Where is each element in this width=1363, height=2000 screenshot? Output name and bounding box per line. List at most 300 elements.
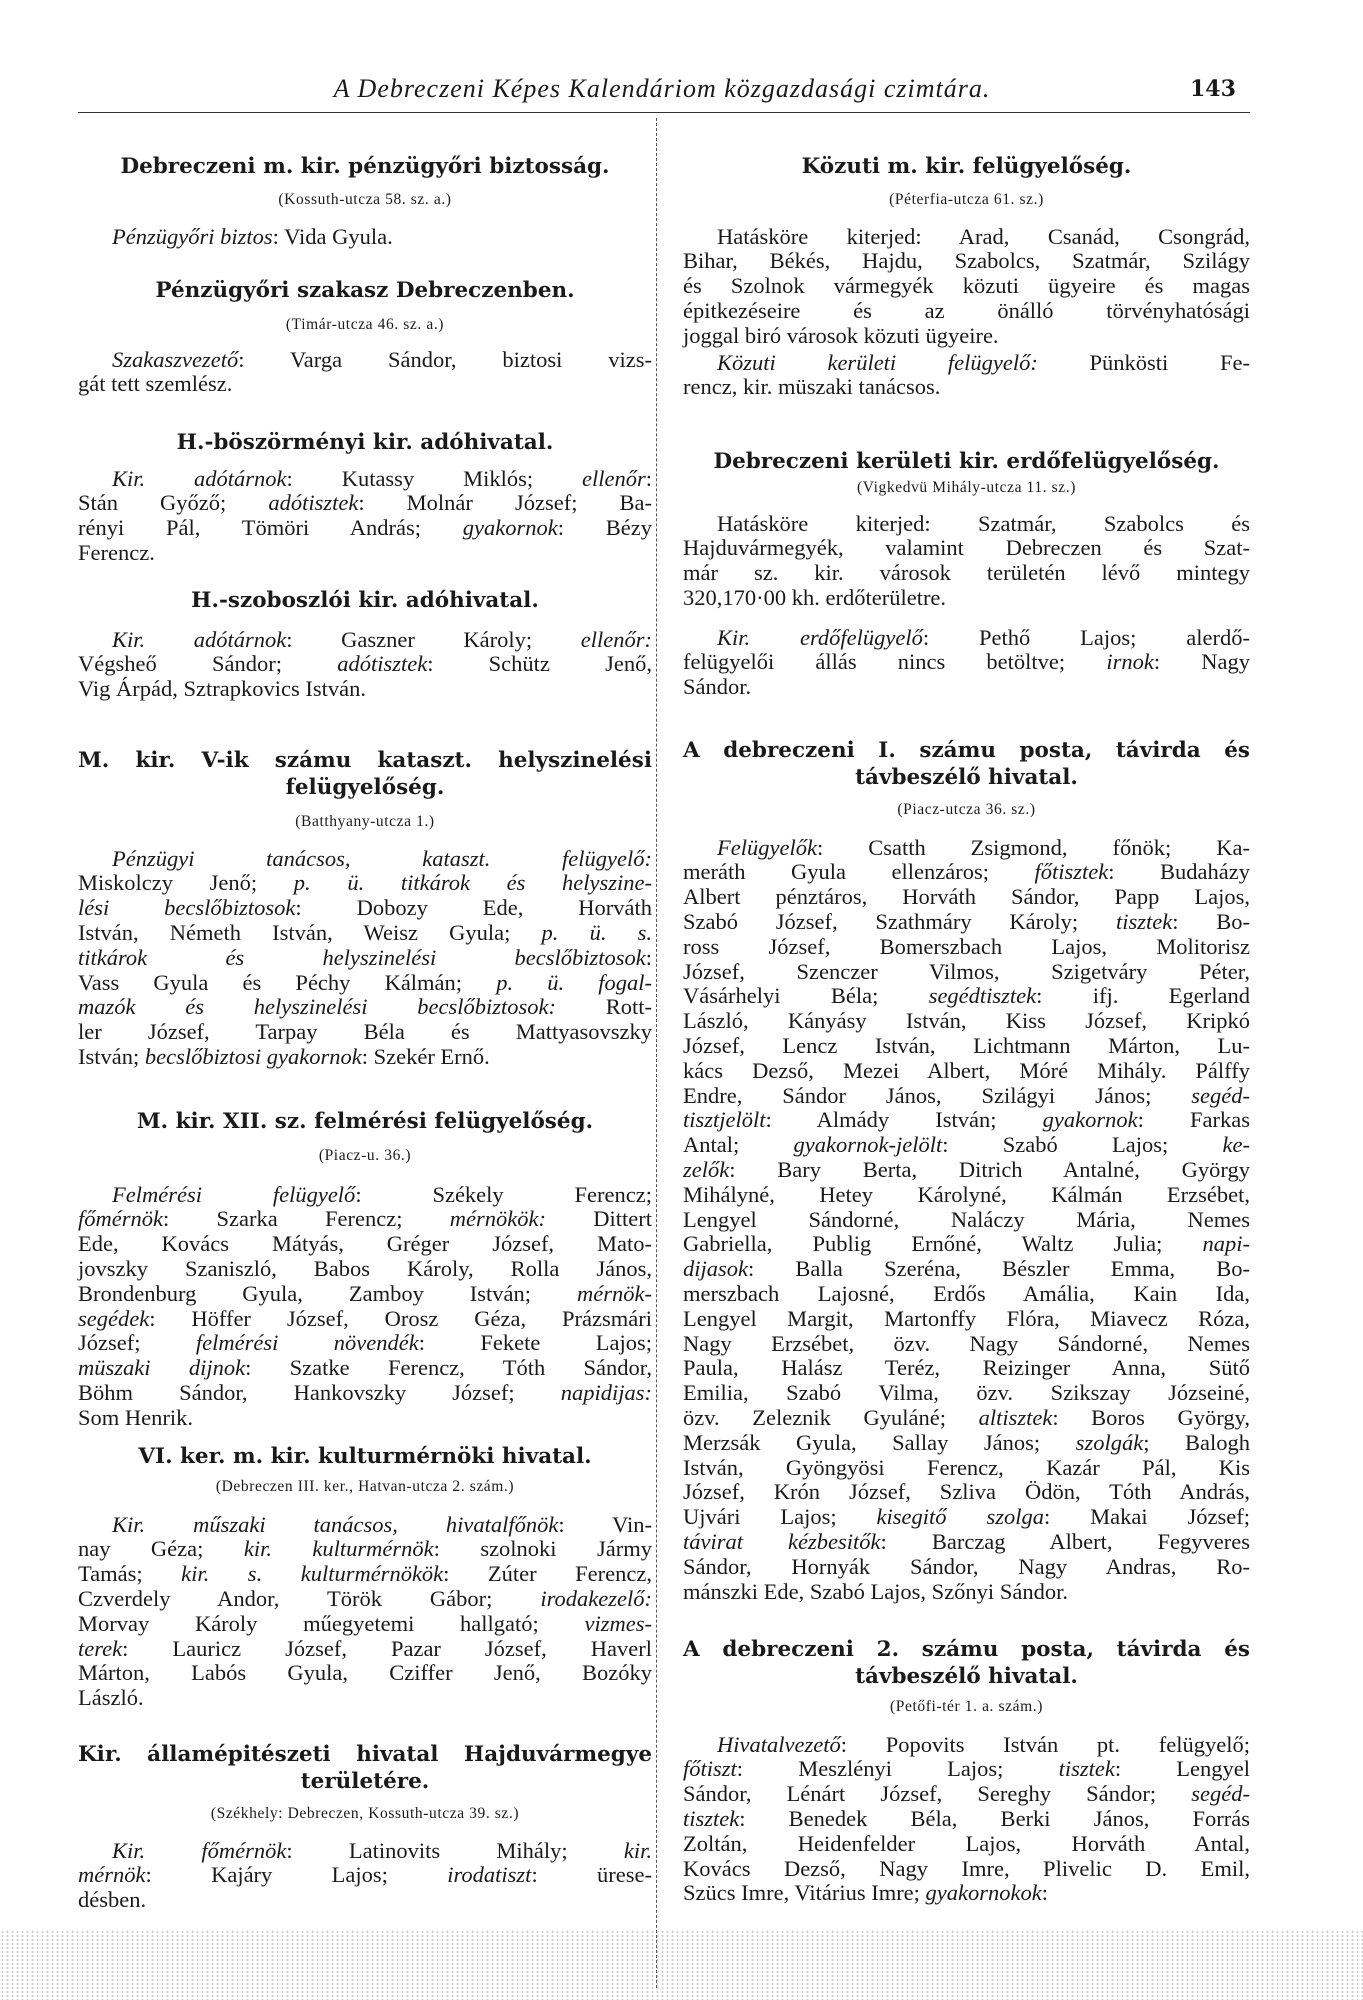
italic-term: Szakaszvezető [112, 346, 239, 372]
section-address: (Székhely: Debreczen, Kossuth-utcza 39. sz.) [210, 1805, 520, 1822]
text-run: : Lauricz József, Pazar József, Haverl [122, 1635, 652, 1661]
running-title: A Debreczeni Képes Kalendáriom közgazdasági czimtára. [333, 74, 991, 103]
section-heading [78, 587, 652, 614]
text-run: Ujvári Lajos; [683, 1504, 877, 1530]
text-line [683, 1084, 1250, 1109]
text-run: Mihályné, Hetey Károlyné, Kálmán Erzsébet, [683, 1181, 1250, 1207]
text-line [78, 1637, 652, 1662]
text-line [78, 491, 652, 516]
italic-term: szolgák [1075, 1429, 1144, 1455]
text-line [78, 1888, 652, 1913]
text-run: meráth Gyula ellenzáros; [683, 859, 1035, 885]
text-run: : Csatth Zsigmond, főnök; Ka- [816, 834, 1250, 860]
italic-term: gyakornokok [925, 1880, 1042, 1906]
text-run: jovszky Szaniszló, Babos Károly, Rolla János, [78, 1255, 652, 1281]
text-line [78, 847, 652, 872]
section-address: (Petőfi-tér 1. a. szám.) [890, 1698, 1043, 1715]
scan-noise [0, 1930, 1363, 2000]
text-run: : [645, 944, 652, 970]
text-line [78, 348, 652, 373]
section-address: (Péterfia-utcza 61. sz.) [889, 191, 1044, 208]
text-run: ler József, Tarpay Béla és Mattyasovszky [78, 1019, 652, 1045]
text-run: : ifj. Egerland [1036, 983, 1250, 1009]
text-run: : Kajáry Lajos; [145, 1862, 448, 1888]
text-line [683, 1530, 1250, 1555]
section-address: (Piacz-utcza 36. sz.) [897, 801, 1036, 818]
text-line [78, 541, 652, 566]
italic-term: mérnökök: [449, 1206, 546, 1232]
text-run: Ede, Kovács Mátyás, Gréger József, Mato- [78, 1231, 652, 1257]
section-address: (Debreczen III. ker., Hatvan-utcza 2. szám.) [215, 1478, 515, 1495]
text-line [78, 1307, 652, 1332]
text-run: épitkezéseire és az önálló törvényhatósági [683, 297, 1250, 323]
italic-term: irodakezelő: [540, 1585, 652, 1611]
heading-line: M. kir. V-ik számu kataszt. helyszinelési [78, 747, 652, 773]
column-divider [656, 118, 657, 1988]
text-line [683, 650, 1250, 675]
text-line [78, 1381, 652, 1406]
section-paragraph [78, 348, 652, 398]
italic-term: kir. kulturmérnök [243, 1536, 434, 1562]
text-line [683, 984, 1250, 1009]
italic-term: mérnök [78, 1862, 146, 1888]
text-line [78, 1282, 652, 1307]
text-run: : Zúter Ferencz, [443, 1561, 652, 1587]
text-run: Nagy Erzsébet, özv. Nagy Sándorné, Nemes [683, 1330, 1250, 1356]
text-run: Szücs Imre, Vitárius Imre; [683, 1880, 926, 1906]
text-run: merszbach Lajosné, Erdős Amália, Kain Ida, [683, 1280, 1250, 1306]
text-run: Kovács Dezső, Nagy Imre, Plivelic D. Emil, [683, 1855, 1250, 1881]
text-run: ; Balogh [1143, 1429, 1250, 1455]
text-line [78, 971, 652, 996]
text-line [78, 995, 652, 1020]
text-run: : Vida Gyula. [272, 223, 393, 249]
text-line [683, 1009, 1250, 1034]
italic-term: irnok [1106, 649, 1154, 675]
text-run: 320,170·00 kh. erdőterületre. [683, 584, 947, 610]
italic-term: adótisztek [337, 651, 428, 677]
text-run: : Höffer József, Orosz Géza, Prázsmári [149, 1305, 652, 1331]
text-run: : Lengyel [1114, 1756, 1250, 1782]
section-paragraph [683, 1733, 1250, 1907]
section-heading [78, 1741, 652, 1795]
text-run: Pünkösti Fe- [1037, 349, 1250, 375]
text-line [683, 1555, 1250, 1580]
italic-term: lési becslőbiztosok [78, 895, 296, 921]
text-run: nay Géza; [78, 1536, 244, 1562]
text-run: Sándor, Lénárt József, Sereghy Sándor; [683, 1781, 1192, 1807]
text-run: Ferencz. [78, 539, 155, 565]
italic-term: mazók és helyszinelési becslőbiztosok: [78, 994, 556, 1020]
text-run: József, Lencz István, Lichtmann Márton, Lu- [683, 1032, 1250, 1058]
text-run: József; [78, 1330, 196, 1356]
text-run: : Bo- [1172, 908, 1250, 934]
text-line [683, 626, 1250, 651]
text-run: László, Kányásy István, Kiss József, Kripkó [683, 1008, 1250, 1034]
text-run: Márton, Labós Gyula, Cziffer Jenő, Bozóky [78, 1660, 652, 1686]
italic-term: Kir. műszaki tanácsos, hivatalfőnök [112, 1511, 559, 1537]
text-run: Merzsák Gyula, Sallay János; [683, 1429, 1076, 1455]
section-paragraph [78, 628, 652, 702]
text-line [683, 1282, 1250, 1307]
text-line [683, 910, 1250, 935]
text-run: : Barczag Albert, Fegyveres [880, 1528, 1250, 1554]
text-run: : Latinovits Mihály; [286, 1837, 624, 1863]
heading-line: Közuti m. kir. felügyelőség. [801, 153, 1132, 179]
italic-term: ellenőr: [580, 626, 652, 652]
text-line [78, 1356, 652, 1381]
italic-term: vizmes- [584, 1610, 652, 1636]
text-run: özv. Zeleznik Gyuláné; [683, 1404, 979, 1430]
italic-term: gyakornok [462, 515, 558, 541]
text-line [683, 512, 1250, 537]
section-paragraph [78, 1839, 652, 1913]
section-paragraph [78, 1513, 652, 1711]
section-paragraph [78, 1183, 652, 1431]
heading-line: A debreczeni 2. számu posta, távirda és [683, 1636, 1250, 1662]
italic-term: titkárok és helyszinelési becslőbiztosok [78, 944, 646, 970]
italic-term: terek [78, 1635, 123, 1661]
text-line [78, 1587, 652, 1612]
section-heading [683, 153, 1250, 180]
text-line [683, 375, 1250, 400]
text-run: : Székely Ferencz; [355, 1181, 652, 1207]
italic-term: távirat kézbesitők [683, 1528, 881, 1554]
text-line [78, 896, 652, 921]
text-run: Som Henrik. [78, 1404, 193, 1430]
text-run: Szabó József, Szathmáry Károly; [683, 908, 1116, 934]
text-line [683, 1480, 1250, 1505]
section-paragraph [78, 467, 652, 566]
text-line [683, 324, 1250, 349]
text-run: József, Szenczer Vilmos, Szigetváry Péter, [683, 958, 1250, 984]
text-line [683, 1807, 1250, 1832]
italic-term: segéd- [1191, 1781, 1250, 1807]
text-line [683, 1232, 1250, 1257]
text-line [683, 1857, 1250, 1882]
section-paragraph [683, 626, 1250, 700]
text-line [78, 1232, 652, 1257]
section-heading [683, 1636, 1250, 1690]
italic-term: tisztjelölt [683, 1107, 766, 1133]
text-line [78, 871, 652, 896]
text-run: Sándor. [683, 674, 752, 700]
heading-line: távbeszélő hivatal. [855, 1663, 1078, 1689]
italic-term: főmérnök [78, 1206, 163, 1232]
header-rule [78, 112, 1250, 113]
text-line [78, 1183, 652, 1208]
section-heading [78, 277, 652, 304]
section-heading [683, 737, 1250, 791]
text-line [683, 885, 1250, 910]
text-run: : Boros György, [1052, 1404, 1250, 1430]
text-line [683, 1059, 1250, 1084]
italic-term: gyakornok-jelölt [793, 1132, 943, 1158]
text-run: Böhm Sándor, Hankovszky József; [78, 1379, 561, 1405]
text-line [78, 946, 652, 971]
text-line [683, 1208, 1250, 1233]
text-line [78, 1661, 652, 1686]
text-run: Vig Árpád, Sztrapkovics István. [78, 676, 366, 702]
page-number: 143 [1190, 76, 1236, 102]
text-line [683, 836, 1250, 861]
italic-term: tisztek [1058, 1756, 1115, 1782]
italic-term: müszaki dijnok [78, 1355, 246, 1381]
text-line [78, 677, 652, 702]
heading-line: Debreczeni m. kir. pénzügyőri biztosság. [120, 153, 610, 179]
text-run: Vass Gyula és Péchy Kálmán; [78, 969, 497, 995]
text-line [683, 860, 1250, 885]
text-line [683, 1881, 1250, 1906]
text-line [78, 628, 652, 653]
heading-line: VI. ker. m. kir. kulturmérnöki hivatal. [138, 1443, 592, 1469]
text-line [78, 1839, 652, 1864]
italic-term: altisztek [978, 1404, 1053, 1430]
text-run: mánszki Ede, Szabó Lajos, Szőnyi Sándor. [683, 1578, 1068, 1604]
italic-term: Kir. erdőfelügyelő [717, 624, 923, 650]
text-run: Morvay Károly műegyetemi hallgató; [78, 1610, 585, 1636]
text-run: István, Németh István, Weisz Gyula; [78, 919, 542, 945]
section-heading [78, 429, 652, 456]
section-heading [78, 747, 652, 801]
text-line [683, 1133, 1250, 1158]
text-line [683, 1257, 1250, 1282]
italic-term: adótisztek [268, 490, 359, 516]
text-run: Antal; [683, 1132, 794, 1158]
text-line [683, 1782, 1250, 1807]
text-line [683, 1832, 1250, 1857]
italic-term: Kir. adótárnok [112, 626, 287, 652]
text-run: : Nagy [1153, 649, 1250, 675]
section-address: (Vigkedvü Mihály-utcza 11. sz.) [857, 479, 1076, 496]
heading-line: M. kir. XII. sz. felmérési felügyelőség. [136, 1108, 594, 1134]
text-run: István, Gyöngyösi Ferencz, Kazár Pál, Kis [683, 1454, 1250, 1480]
italic-term: Kir. főmérnök [112, 1837, 287, 1863]
text-line [683, 351, 1250, 376]
italic-term: zelők [683, 1156, 730, 1182]
text-run: rencz, kir. müszaki tanácsos. [683, 374, 941, 400]
text-run: : Varga Sándor, biztosi vizs- [238, 346, 652, 372]
text-run: : Vin- [558, 1511, 652, 1537]
text-line [683, 960, 1250, 985]
italic-term: segéd- [1191, 1082, 1250, 1108]
italic-term: ke- [1222, 1132, 1250, 1158]
text-line [683, 1356, 1250, 1381]
text-run: : Szarka Ferencz; [162, 1206, 450, 1232]
text-run: Albert pénztáros, Horváth Sándor, Papp Lajos, [683, 884, 1250, 910]
italic-term: mérnök- [577, 1280, 652, 1306]
text-line [683, 299, 1250, 324]
text-line [78, 1331, 652, 1356]
text-run: Gabriella, Publig Ernőné, Waltz Julia; [683, 1231, 1203, 1257]
heading-line: Pénzügyőri szakasz Debreczenben. [155, 277, 575, 303]
italic-term: Közuti kerületi felügyelő: [717, 349, 1038, 375]
text-line [683, 1456, 1250, 1481]
text-line [683, 1580, 1250, 1605]
text-run: Hatásköre kiterjed: Szatmár, Szabolcs és [717, 510, 1250, 536]
text-line [683, 586, 1250, 611]
text-run: : [1041, 1880, 1049, 1906]
text-line [78, 921, 652, 946]
section-paragraph [683, 512, 1250, 611]
text-line [78, 372, 652, 397]
italic-term: ellenőr [582, 465, 646, 491]
text-run: Dittert [545, 1206, 653, 1232]
text-run: felügyelői állás nincs betöltve; [683, 649, 1107, 675]
text-run: : Gaszner Károly; [286, 626, 581, 652]
text-run: : Dobozy Ede, Horváth [295, 895, 652, 921]
text-line [78, 1207, 652, 1232]
section-paragraph [683, 351, 1250, 401]
text-run: : Szekér Ernő. [361, 1043, 490, 1069]
text-run: Végsheő Sándor; [78, 651, 338, 677]
text-run: désben. [78, 1887, 147, 1913]
text-run: : ürese- [531, 1862, 652, 1888]
text-line [78, 225, 652, 250]
section-address: (Batthyany-utcza 1.) [295, 813, 435, 830]
text-run: József, Krón József, Szliva Ödön, Tóth András, [683, 1479, 1250, 1505]
italic-term: főtiszt [683, 1756, 737, 1782]
italic-term: napi- [1202, 1231, 1250, 1257]
italic-term: kir. s. kulturmérnökök [181, 1561, 444, 1587]
text-run: Hatásköre kiterjed: Arad, Csanád, Csongrád, [717, 223, 1250, 249]
text-line [683, 274, 1250, 299]
italic-term: becslőbiztosi gyakornok [144, 1043, 362, 1069]
italic-term: dijasok [683, 1256, 748, 1282]
text-line [78, 1562, 652, 1587]
text-run: Sándor, Hornyák Sándor, Nagy Andras, Ro- [683, 1553, 1250, 1579]
text-line [683, 249, 1250, 274]
italic-term: irodatiszt [447, 1862, 532, 1888]
text-run: : Benedek Béla, Berki János, Forrás [739, 1805, 1250, 1831]
italic-term: kisegitő szolga [876, 1504, 1044, 1530]
text-run: már sz. kir. városok területén lévő mintegy [683, 560, 1250, 586]
section-paragraph [683, 225, 1250, 349]
text-line [78, 516, 652, 541]
text-run: : Meszlényi Lajos; [736, 1756, 1059, 1782]
text-run: Lengyel Margit, Martonffy Flóra, Miavecz Róza, [683, 1305, 1250, 1331]
text-run: Bihar, Békés, Hajdu, Szabolcs, Szatmár, Szilágy [683, 248, 1250, 274]
section-heading [78, 1108, 652, 1135]
text-line [683, 1431, 1250, 1456]
italic-term: gyakornok [1042, 1107, 1138, 1133]
section-address: (Piacz-u. 36.) [318, 1147, 412, 1164]
text-run: Zoltán, Heidenfelder Lajos, Horváth Antal, [683, 1830, 1250, 1856]
text-line [683, 1307, 1250, 1332]
text-line [78, 1537, 652, 1562]
text-run: Hajduvármegyék, valamint Debreczen és Szat- [683, 535, 1250, 561]
section-address: (Kossuth-utcza 58. sz. a.) [278, 191, 452, 208]
heading-line: Kir. államépitészeti hivatal Hajduvármegye [78, 1741, 652, 1767]
section-paragraph [683, 836, 1250, 1605]
text-run: Emilia, Szabó Vilma, özv. Szikszay Józseiné, [683, 1380, 1250, 1406]
text-line [683, 1406, 1250, 1431]
text-line [683, 225, 1250, 250]
text-run: Stán Győző; [78, 490, 269, 516]
text-line [683, 675, 1250, 700]
text-run: : Bézy [557, 515, 653, 541]
text-run: joggal biró városok közuti ügyeire. [683, 322, 999, 348]
italic-term: napidijas: [560, 1379, 652, 1405]
text-line [683, 561, 1250, 586]
text-run: Czverdely Andor, Török Gábor; [78, 1585, 541, 1611]
text-run: : Makai József; [1043, 1504, 1250, 1530]
italic-term: felmérési növendék [195, 1330, 419, 1356]
text-run: : Szatke Ferencz, Tóth Sándor, [245, 1355, 652, 1381]
text-run: Endre, Sándor János, Szilágyi János; [683, 1082, 1192, 1108]
text-line [683, 536, 1250, 561]
text-line [78, 1406, 652, 1431]
text-run: Rott- [555, 994, 652, 1020]
text-run: Brondenburg Gyula, Zamboy István; [78, 1280, 578, 1306]
text-line [78, 1020, 652, 1045]
italic-term: Hivatalvezető [717, 1731, 841, 1757]
text-run: kács Dezső, Mezei Albert, Móré Mihály. Pálffy [683, 1057, 1250, 1083]
italic-term: Felmérési felügyelő [112, 1181, 356, 1207]
text-run: : Szabó Lajos; [942, 1132, 1223, 1158]
text-line [78, 1686, 652, 1711]
italic-term: tisztek [1115, 908, 1173, 934]
text-run: Miskolczy Jenő; [78, 870, 294, 896]
italic-term: Felügyelők [717, 834, 817, 860]
section-heading [683, 448, 1250, 475]
text-run: : Pethő Lajos; alerdő- [922, 624, 1250, 650]
text-line [683, 1733, 1250, 1758]
text-line [78, 1257, 652, 1282]
text-line [683, 1183, 1250, 1208]
heading-line: területére. [300, 1768, 430, 1794]
text-line [683, 1757, 1250, 1782]
text-run: Paula, Halász Teréz, Reizinger Anna, Sütő [683, 1355, 1250, 1381]
italic-term: p. ü. fogal- [496, 969, 652, 995]
text-run: Lengyel Sándorné, Naláczy Mária, Nemes [683, 1206, 1250, 1232]
text-line [683, 1158, 1250, 1183]
italic-term: tisztek [683, 1805, 740, 1831]
text-run: : Popovits István pt. felügyelő; [840, 1731, 1250, 1757]
text-line [683, 1381, 1250, 1406]
italic-term: p. ü. s. [541, 919, 652, 945]
section-paragraph [78, 225, 652, 250]
section-paragraph [78, 847, 652, 1070]
text-run: és Szolnok vármegyék közuti ügyeire és magas [683, 273, 1250, 299]
text-run: : Almády István; [765, 1107, 1043, 1133]
heading-line: Debreczeni kerületi kir. erdőfelügyelőség. [713, 448, 1220, 474]
heading-line: H.-szoboszlói kir. adóhivatal. [191, 587, 539, 613]
section-address: (Timár-utcza 46. sz. a.) [285, 316, 445, 333]
text-run: László. [78, 1685, 144, 1711]
italic-term: Pénzügyi tanácsos, kataszt. felügyelő: [112, 845, 652, 871]
text-run: : [645, 465, 652, 491]
text-line [78, 1863, 652, 1888]
italic-term: Pénzügyőri biztos [112, 223, 273, 249]
text-line [683, 1108, 1250, 1133]
text-line [683, 1505, 1250, 1530]
text-run: Tamás; [78, 1561, 182, 1587]
text-line [683, 1332, 1250, 1357]
italic-term: p. ü. titkárok és helyszine- [293, 870, 653, 896]
text-line [78, 467, 652, 492]
heading-line: felügyelőség. [285, 774, 445, 800]
text-run: : Kutassy Miklós; [286, 465, 582, 491]
italic-term: Kir. adótárnok [112, 465, 287, 491]
heading-line: H.-böszörményi kir. adóhivatal. [176, 429, 554, 455]
text-run: István; [78, 1043, 145, 1069]
italic-term: segédtisztek [928, 983, 1037, 1009]
text-run: : szolnoki Jármy [433, 1536, 652, 1562]
text-run: : Balla Szeréna, Bészler Emma, Bo- [748, 1256, 1250, 1282]
text-run: gát tett szemlész. [78, 371, 233, 397]
text-run: : Farkas [1137, 1107, 1250, 1133]
